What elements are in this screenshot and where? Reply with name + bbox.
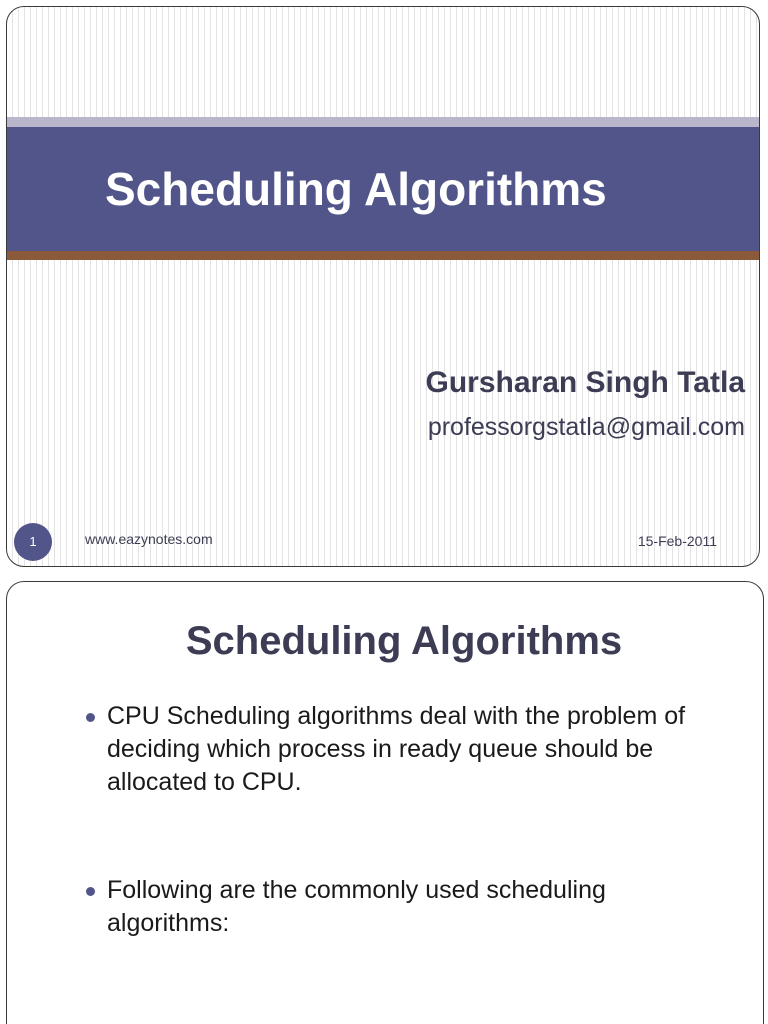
bullet-list [7, 700, 763, 940]
footer-date: 15-Feb-2011 [637, 533, 717, 549]
content-slide [6, 581, 764, 1024]
title-band-top-stripe [7, 117, 759, 127]
content-slide-title: Scheduling Algorithms [185, 619, 623, 663]
bullet-dot-icon [86, 713, 95, 722]
author-email: professorgstatla@gmail.com [427, 413, 745, 441]
slide-title: Scheduling Algorithms [105, 163, 607, 215]
bullet-text: CPU Scheduling algorithms deal with the problem of deciding which process in ready queue should be allocated to CPU. [107, 702, 686, 796]
title-slide [6, 6, 760, 567]
bullet-text: Following are the commonly used scheduling algorithms: [107, 876, 606, 937]
title-band-bottom-stripe [7, 251, 759, 260]
bullet-item [7, 700, 763, 799]
bullet-item [7, 874, 763, 940]
slide-number-badge: 1 [14, 523, 52, 561]
author-name: Gursharan Singh Tatla [425, 366, 745, 399]
bullet-dot-icon [86, 887, 95, 896]
footer-url: www.eazynotes.com [85, 531, 213, 547]
